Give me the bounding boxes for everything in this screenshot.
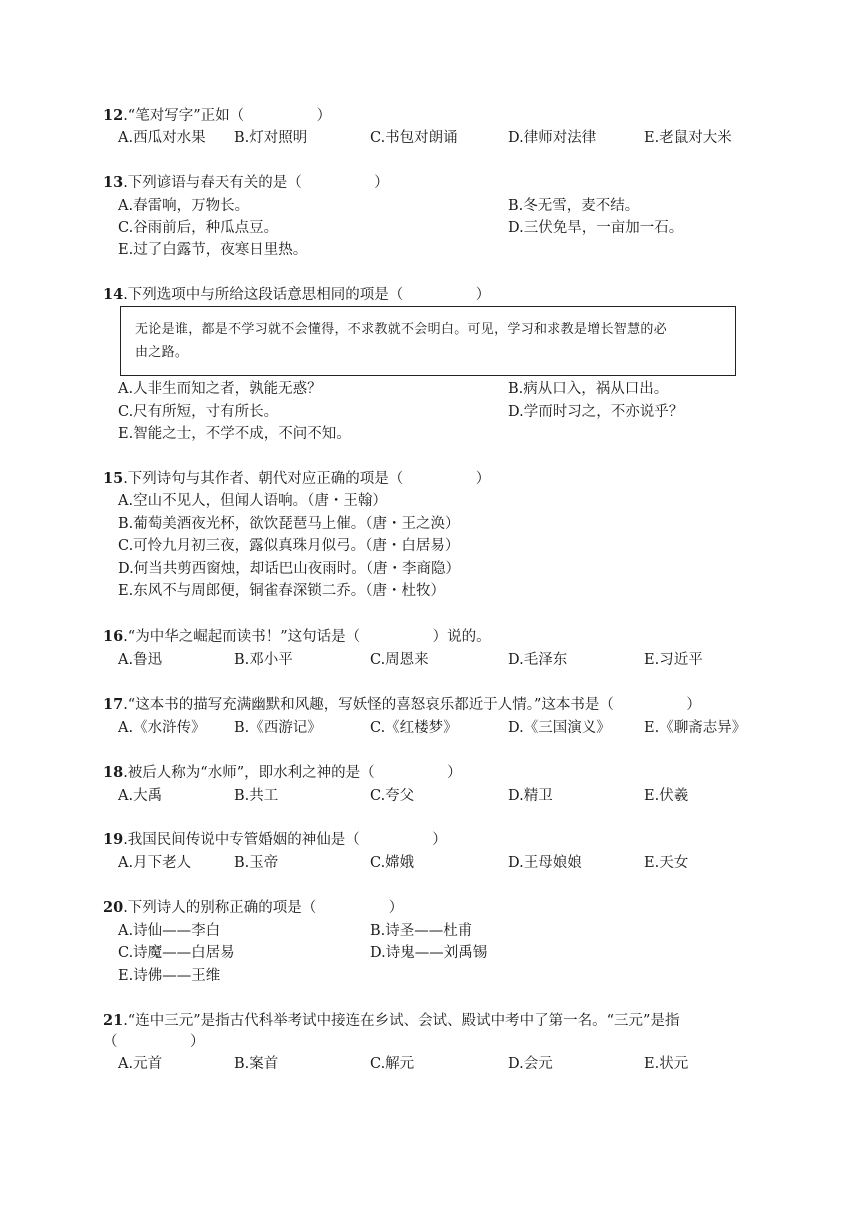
question-21-stem <box>103 1011 679 1031</box>
question-text: .下列诗句与其作者、朝代对应正确的项是（ ） <box>123 471 491 487</box>
option-a: A.鲁迅 <box>118 652 163 668</box>
question-number: 19 <box>103 831 124 848</box>
question-text: .下列谚语与春天有关的是（ ） <box>123 175 389 191</box>
option-d: D.精卫 <box>508 788 553 804</box>
question-text: .“为中华之崛起而读书！”这句话是（ ）说的。 <box>123 629 491 645</box>
option-e: E.东风不与周郎便，铜雀春深锁二乔。（唐・杜牧） <box>118 583 445 599</box>
question-16-stem <box>103 627 491 647</box>
option-e: E.过了白露节，夜寒日里热。 <box>118 242 308 258</box>
option-c: C.诗魔——白居易 <box>118 945 235 961</box>
option-b: B.葡萄美酒夜光杯，欲饮琵琶马上催。（唐・王之涣） <box>118 516 460 532</box>
option-b: B.案首 <box>234 1056 279 1072</box>
question-14-stem <box>103 285 490 305</box>
option-e: E.《聊斋志异》 <box>644 720 747 736</box>
question-text: .我国民间传说中专管婚姻的神仙是（ ） <box>123 832 447 848</box>
question-17-stem <box>103 695 701 715</box>
question-text: .“笔对写字”正如（ ） <box>123 108 332 124</box>
question-15-stem <box>103 469 490 489</box>
option-a: A.诗仙——李白 <box>118 923 221 939</box>
option-c: C.解元 <box>370 1056 415 1072</box>
option-e: E.老鼠对大米 <box>644 130 732 146</box>
option-e: E.伏羲 <box>644 788 689 804</box>
option-b: B.《西游记》 <box>234 720 322 736</box>
option-d: D.诗鬼——刘禹锡 <box>370 945 488 961</box>
question-number: 17 <box>103 696 124 713</box>
option-b: B.灯对照明 <box>234 130 308 146</box>
option-a: A.人非生而知之者，孰能无惑？ <box>118 381 322 397</box>
option-d: D.学而时习之，不亦说乎？ <box>508 404 684 420</box>
option-c: C.可怜九月初三夜，露似真珠月似弓。（唐・白居易） <box>118 538 460 554</box>
question-text: .“这本书的描写充满幽默和风趣，写妖怪的喜怒哀乐都近于人情。”这本书是（ ） <box>123 697 701 713</box>
option-a: A.空山不见人，但闻人语响。（唐・王翰） <box>118 493 387 509</box>
option-d: D.三伏免旱，一亩加一石。 <box>508 220 684 236</box>
option-b: B.病从口入，祸从口出。 <box>508 381 669 397</box>
question-text: .被后人称为“水师”，即水利之神的是（ ） <box>123 765 462 781</box>
option-b: B.共工 <box>234 788 279 804</box>
option-a: A.西瓜对水果 <box>118 130 206 146</box>
question-number: 15 <box>103 470 124 487</box>
option-e: E.状元 <box>644 1056 689 1072</box>
option-b: B.邓小平 <box>234 652 293 668</box>
question-19-stem <box>103 830 447 850</box>
passage-line-1: 无论是谁，都是不学习就不会懂得，不求教就不会明白。可见，学习和求教是增长智慧的必 <box>135 322 668 337</box>
question-number: 18 <box>103 764 124 781</box>
option-d: D.律师对法律 <box>508 130 597 146</box>
option-a: A.大禹 <box>118 788 163 804</box>
question-text: .下列选项中与所给这段话意思相同的项是（ ） <box>123 287 491 303</box>
option-e: E.诗佛——王维 <box>118 968 221 984</box>
question-text: .下列诗人的别称正确的项是（ ） <box>123 900 404 916</box>
option-c: C.《红楼梦》 <box>370 720 458 736</box>
option-a: A.《水浒传》 <box>118 720 206 736</box>
option-d: D.《三国演义》 <box>508 720 611 736</box>
question-18-stem <box>103 763 462 783</box>
question-12-stem <box>103 106 331 126</box>
question-21-stem-continued: （ ） <box>103 1034 205 1050</box>
question-number: 14 <box>103 286 124 303</box>
passage-box <box>120 306 736 376</box>
option-c: C.尺有所短，寸有所长。 <box>118 404 279 420</box>
question-number: 16 <box>103 628 124 645</box>
option-c: C.谷雨前后，种瓜点豆。 <box>118 220 279 236</box>
question-number: 20 <box>103 899 124 916</box>
question-20-stem <box>103 898 403 918</box>
question-number: 12 <box>103 107 124 124</box>
option-e: E.智能之士，不学不成，不问不知。 <box>118 426 351 442</box>
option-d: D.王母娘娘 <box>508 855 582 871</box>
question-text: .“连中三元”是指古代科举考试中接连在乡试、会试、殿试中考中了第一名。“三元”是指 <box>123 1013 680 1029</box>
option-a: A.春雷响，万物长。 <box>118 198 250 214</box>
option-e: E.习近平 <box>644 652 703 668</box>
option-c: C.嫦娥 <box>370 855 415 871</box>
question-number: 21 <box>103 1012 124 1029</box>
option-d: D.会元 <box>508 1056 553 1072</box>
question-13-stem <box>103 173 389 193</box>
option-e: E.天女 <box>644 855 689 871</box>
option-c: C.书包对朗诵 <box>370 130 458 146</box>
option-a: A.元首 <box>118 1056 163 1072</box>
option-b: B.玉帝 <box>234 855 279 871</box>
option-c: C.周恩来 <box>370 652 429 668</box>
passage-line-2: 由之路。 <box>135 345 189 360</box>
option-c: C.夸父 <box>370 788 415 804</box>
question-number: 13 <box>103 174 124 191</box>
option-d: D.毛泽东 <box>508 652 568 668</box>
option-d: D.何当共剪西窗烛，却话巴山夜雨时。（唐・李商隐） <box>118 561 460 577</box>
option-a: A.月下老人 <box>118 855 192 871</box>
option-b: B.冬无雪，麦不结。 <box>508 198 640 214</box>
option-b: B.诗圣——杜甫 <box>370 923 473 939</box>
